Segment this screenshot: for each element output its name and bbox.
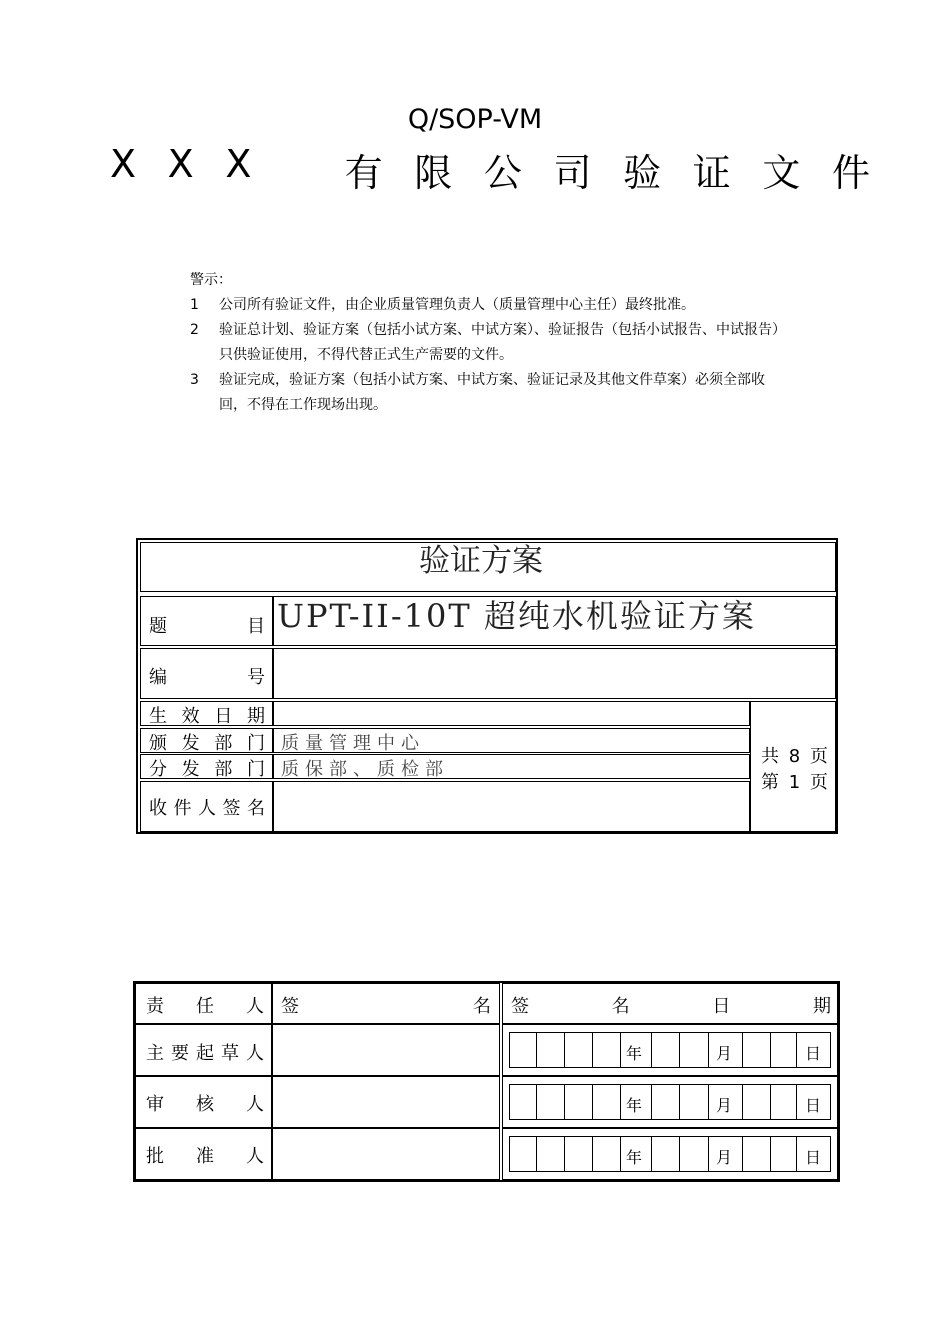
issue-dept-label: 颁 发 部 门 <box>149 733 265 754</box>
signature-table <box>133 981 840 1182</box>
distribute-dept-value-cell <box>272 754 750 779</box>
number-value-cell <box>272 648 836 699</box>
effective-date-value-cell <box>272 701 750 726</box>
signature-field[interactable] <box>272 1076 500 1128</box>
distribute-dept-label: 分 发 部 门 <box>149 759 265 780</box>
approver-label: 批 准 人 <box>146 1146 264 1167</box>
title-char: X <box>167 142 194 186</box>
title-char: X <box>225 142 252 186</box>
date-field[interactable] <box>502 1076 838 1128</box>
document-title <box>110 142 870 197</box>
notice-item-text: 验证完成，验证方案（包括小试方案、中试方案、验证记录及其他文件草案）必须全部收回，不得在工作现场出现。 <box>219 372 765 413</box>
total-pages: 共 8 页 <box>761 746 830 767</box>
sign-header-cell <box>272 983 500 1024</box>
notice-item-text: 公司所有验证文件，由企业质量管理负责人（质量管理中心主任）最终批准。 <box>219 297 695 313</box>
plan-title-cell <box>140 542 836 592</box>
notice-item-number: 1 <box>190 297 199 313</box>
page-count-cell <box>750 701 836 832</box>
notice-item-text: 验证总计划、验证方案（包括小试方案、中试方案）、验证报告（包括小试报告、中试报告）只供验证使用，不得代替正式生产需要的文件。 <box>219 322 779 363</box>
notice-item <box>190 318 791 368</box>
signature-header: 签 名 <box>281 996 491 1017</box>
title-char: 证 <box>692 151 731 195</box>
number-label: 编 号 <box>149 667 265 688</box>
notice-item-number: 2 <box>190 322 199 338</box>
effective-date-label-cell <box>140 701 274 726</box>
sign-date-header: 签 名 日 期 <box>511 996 831 1017</box>
title-char: X <box>110 142 137 186</box>
issue-dept-value-cell <box>272 728 750 753</box>
sign-header-cell <box>135 983 272 1024</box>
effective-date-label: 生 效 日 期 <box>149 706 265 727</box>
reviewer-label: 审 核 人 <box>146 1094 264 1115</box>
drafter-label: 主 要 起 草 人 <box>146 1043 264 1064</box>
year-label: 年 <box>626 1148 643 1167</box>
subject-value-cell <box>272 596 836 646</box>
signature-field[interactable] <box>272 1128 500 1180</box>
sign-row-label-cell <box>135 1128 272 1180</box>
month-label: 月 <box>716 1148 733 1167</box>
title-char: 有 <box>344 151 383 195</box>
month-label: 月 <box>716 1044 733 1063</box>
year-label: 年 <box>626 1096 643 1115</box>
plan-title: 验证方案 <box>419 543 543 579</box>
number-label-cell <box>140 648 274 699</box>
title-char: 件 <box>831 151 870 195</box>
document-info-table <box>136 538 838 834</box>
subject-value: UPT-II-10T 超纯水机验证方案 <box>277 597 756 635</box>
current-page: 第 1 页 <box>761 772 830 793</box>
month-label: 月 <box>716 1096 733 1115</box>
document-code: Q/SOP-VM <box>407 104 543 135</box>
issue-dept-label-cell <box>140 728 274 753</box>
title-char: 司 <box>553 151 592 195</box>
distribute-dept-label-cell <box>140 754 274 779</box>
subject-label-cell <box>140 596 274 646</box>
recipient-value-cell <box>272 781 750 832</box>
day-label: 日 <box>805 1044 822 1063</box>
notice-item <box>190 293 791 318</box>
notice-item <box>190 368 791 418</box>
date-field[interactable] <box>502 1128 838 1180</box>
issue-dept-value: 质量管理中心 <box>281 733 425 754</box>
sign-row-label-cell <box>135 1076 272 1128</box>
day-label: 日 <box>805 1148 822 1167</box>
sign-header-cell <box>502 983 838 1024</box>
recipient-label: 收 件 人 签 名 <box>149 798 265 819</box>
day-label: 日 <box>805 1096 822 1115</box>
responsible-header: 责 任 人 <box>146 996 264 1017</box>
sign-row-label-cell <box>135 1024 272 1076</box>
recipient-label-cell <box>140 781 274 832</box>
title-char: 限 <box>414 151 453 195</box>
title-char: 文 <box>762 151 801 195</box>
title-char: 验 <box>623 151 662 195</box>
warning-notice <box>190 268 791 418</box>
notice-item-number: 3 <box>190 372 199 388</box>
signature-field[interactable] <box>272 1024 500 1076</box>
date-field[interactable] <box>502 1024 838 1076</box>
distribute-dept-value: 质保部、质检部 <box>281 759 449 780</box>
subject-label: 题 目 <box>149 616 265 637</box>
year-label: 年 <box>626 1044 643 1063</box>
title-char: 公 <box>483 151 522 195</box>
notice-title: 警示： <box>190 272 232 288</box>
